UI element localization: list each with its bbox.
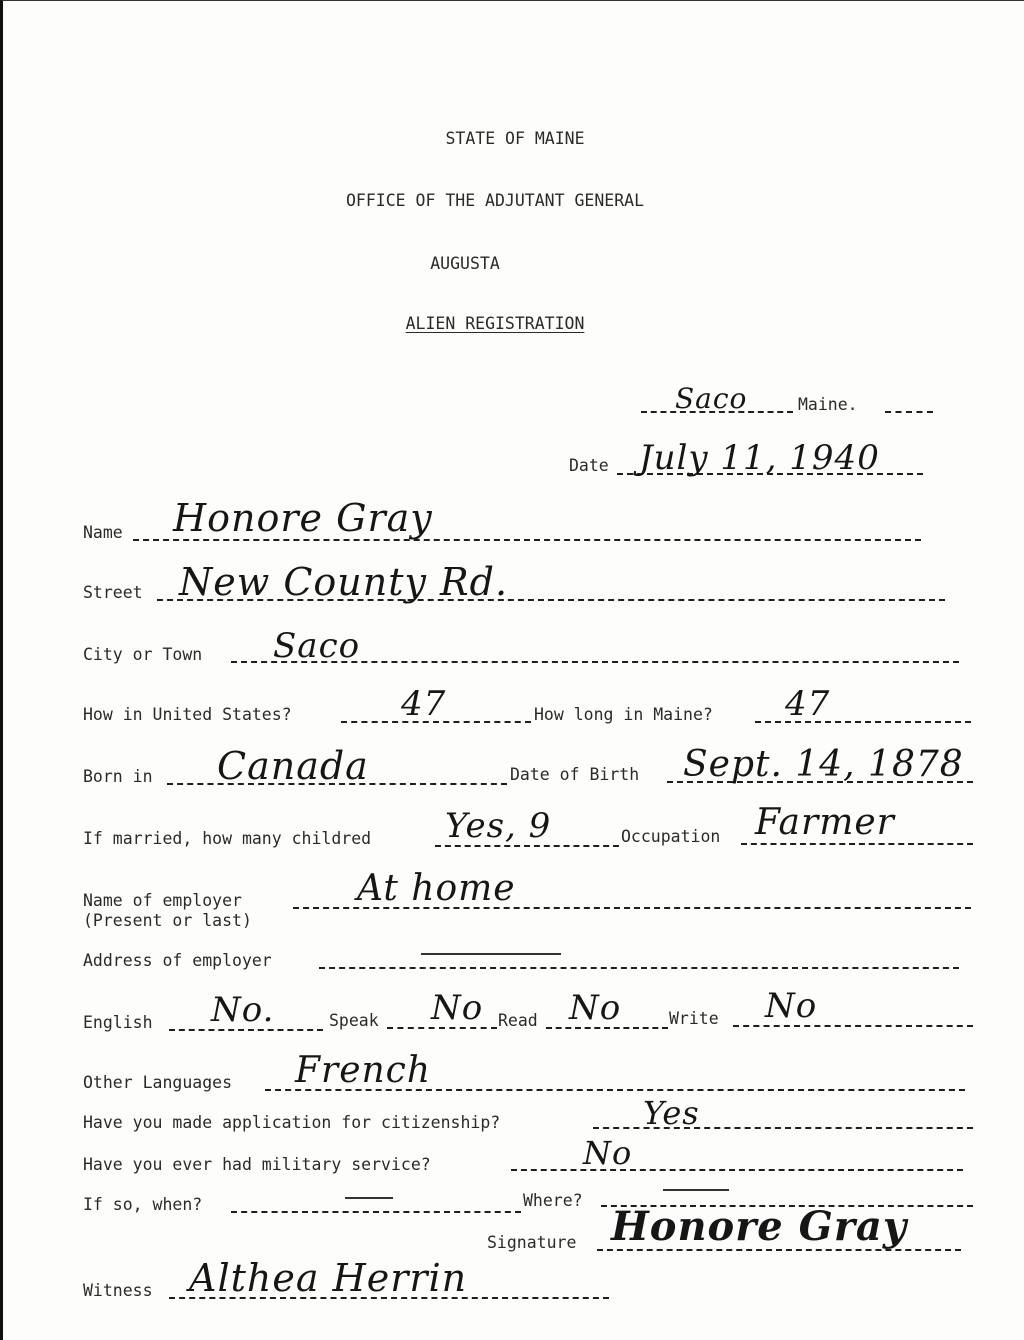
- header-city: AUGUSTA: [430, 254, 500, 273]
- other-languages-value: French: [295, 1050, 432, 1091]
- date-label: Date: [569, 456, 609, 475]
- signature-label: Signature: [487, 1233, 577, 1252]
- how-us-value: 47: [401, 684, 447, 724]
- occupation-value: Farmer: [755, 802, 895, 843]
- header-state: STATE OF MAINE: [445, 129, 585, 148]
- military-line: [511, 1169, 963, 1171]
- how-maine-value: 47: [785, 684, 831, 724]
- town-value: Saco: [675, 382, 748, 415]
- where-dash: [663, 1189, 729, 1191]
- military-value: No: [583, 1134, 633, 1172]
- occupation-label: Occupation: [621, 827, 721, 846]
- city-town-label: City or Town: [83, 645, 203, 664]
- married-label: If married, how many childred: [83, 829, 372, 848]
- read-label: Read: [498, 1011, 538, 1030]
- write-value: No: [765, 986, 818, 1026]
- employer-address-dash: [421, 953, 561, 955]
- citizenship-label: Have you made application for citizenship?: [83, 1113, 501, 1132]
- employer-sub-label: (Present or last): [83, 911, 252, 930]
- maine-label: Maine.: [798, 395, 858, 414]
- speak-label: Speak: [329, 1011, 379, 1030]
- speak-value: No: [431, 988, 484, 1028]
- dob-label: Date of Birth: [510, 765, 640, 784]
- how-maine-label: How long in Maine?: [534, 705, 713, 724]
- dob-value: Sept. 14, 1878: [683, 744, 964, 785]
- employer-value: At home: [357, 868, 516, 909]
- date-value: July 11, 1940: [639, 438, 880, 478]
- born-in-value: Canada: [217, 744, 369, 788]
- employer-address-label: Address of employer: [83, 951, 272, 970]
- read-value: No: [569, 988, 622, 1028]
- employer-address-line: [319, 967, 959, 969]
- write-label: Write: [669, 1009, 719, 1028]
- street-label: Street: [83, 583, 143, 602]
- header-office: OFFICE OF THE ADJUTANT GENERAL: [345, 191, 644, 210]
- signature-value: Honore Gray: [611, 1203, 908, 1250]
- military-label: Have you ever had military service?: [83, 1155, 431, 1174]
- english-value: No.: [211, 990, 275, 1030]
- where-label: Where?: [523, 1191, 583, 1210]
- citizenship-value: Yes: [643, 1094, 700, 1132]
- english-label: English: [83, 1013, 153, 1032]
- name-label: Name: [83, 523, 123, 542]
- witness-label: Witness: [83, 1281, 153, 1300]
- name-value: Honore Gray: [173, 496, 433, 540]
- born-in-label: Born in: [83, 767, 153, 786]
- witness-value: Althea Herrin: [189, 1256, 468, 1300]
- how-us-label: How in United States?: [83, 705, 292, 724]
- form-title: ALIEN REGISTRATION: [405, 314, 585, 333]
- other-languages-label: Other Languages: [83, 1073, 233, 1092]
- maine-trailing-line: [885, 411, 933, 413]
- occupation-line: [741, 843, 973, 845]
- employer-name-label: Name of employer: [83, 891, 242, 910]
- city-town-value: Saco: [273, 626, 361, 666]
- married-value: Yes, 9: [445, 806, 552, 846]
- if-when-line: [231, 1211, 521, 1213]
- if-when-label: If so, when?: [83, 1195, 203, 1214]
- if-when-dash: [345, 1197, 393, 1199]
- street-value: New County Rd.: [179, 560, 509, 604]
